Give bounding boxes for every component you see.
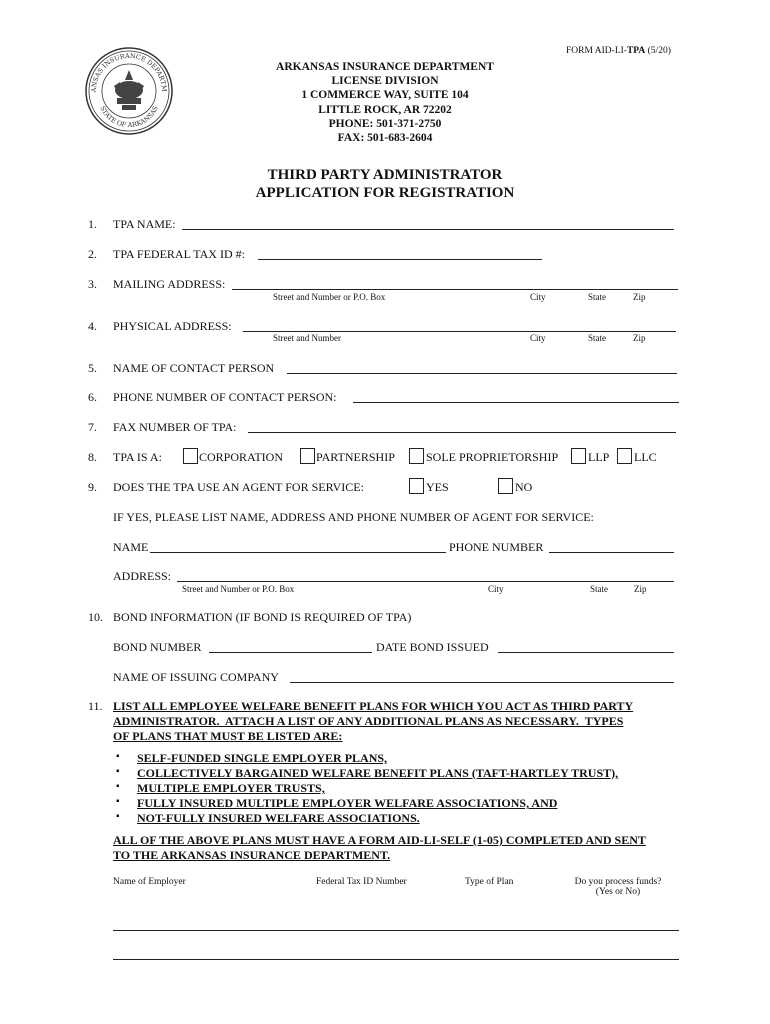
sub-label: Zip xyxy=(633,333,646,343)
tax-id-field[interactable] xyxy=(258,259,542,260)
bullet-icon: ▪ xyxy=(116,766,120,777)
tpa-name-field[interactable] xyxy=(182,229,674,230)
item-number: 4. xyxy=(88,319,97,333)
list-item: SELF-FUNDED SINGLE EMPLOYER PLANS, xyxy=(137,751,388,765)
sub-label: Zip xyxy=(633,292,646,302)
column-header-tax-id: Federal Tax ID Number xyxy=(316,877,407,887)
list-item: COLLECTIVELY BARGAINED WELFARE BENEFIT PLANS (TAFT-HARTLEY TRUST), xyxy=(137,766,619,780)
item-number: 11. xyxy=(88,699,103,713)
physical-address-field[interactable] xyxy=(243,331,676,332)
item-number: 9. xyxy=(88,480,97,494)
column-header-funds: Do you process funds? (Yes or No) xyxy=(574,877,662,897)
item-number: 8. xyxy=(88,450,97,464)
agent-instruction: IF YES, PLEASE LIST NAME, ADDRESS AND PHONE NUMBER OF AGENT FOR SERVICE: xyxy=(113,510,594,524)
checkbox-no[interactable] xyxy=(498,478,513,494)
plans-instruction-line: ADMINISTRATOR. ATTACH A LIST OF ANY ADDITIONAL PLANS AS NECESSARY. TYPES xyxy=(113,714,624,728)
bond-date-label: DATE BOND ISSUED xyxy=(376,640,489,654)
sub-label: Zip xyxy=(634,584,647,594)
agent-phone-field[interactable] xyxy=(549,552,674,553)
item-number: 3. xyxy=(88,277,97,291)
contact-phone-label: PHONE NUMBER OF CONTACT PERSON: xyxy=(113,390,337,404)
svg-text:ARKANSAS INSURANCE DEPARTMENT: ANSAS INSURANCE DEPARTM xyxy=(89,51,169,93)
plans-instruction-line: OF PLANS THAT MUST BE LISTED ARE: xyxy=(113,729,343,743)
bullet-icon: ▪ xyxy=(116,811,120,822)
sub-label: State xyxy=(588,333,606,343)
bond-info-label: BOND INFORMATION (IF BOND IS REQUIRED OF TPA) xyxy=(113,610,412,624)
contact-person-label: NAME OF CONTACT PERSON xyxy=(113,361,275,375)
bullet-icon: ▪ xyxy=(116,796,120,807)
sub-label: City xyxy=(530,333,546,343)
plan-entry-line-1[interactable] xyxy=(113,930,679,931)
tax-id-label: TPA FEDERAL TAX ID #: xyxy=(113,247,245,261)
sub-label: City xyxy=(488,584,504,594)
column-header-employer: Name of Employer xyxy=(113,877,186,887)
agent-question-label: DOES THE TPA USE AN AGENT FOR SERVICE: xyxy=(113,480,364,494)
checkbox-llp[interactable] xyxy=(571,448,586,464)
issuing-company-field[interactable] xyxy=(290,682,674,683)
fax-field[interactable] xyxy=(248,432,676,433)
fax-label: FAX NUMBER OF TPA: xyxy=(113,420,237,434)
item-number: 2. xyxy=(88,247,97,261)
checkbox-sole-proprietorship[interactable] xyxy=(409,448,424,464)
agent-address-label: ADDRESS: xyxy=(113,569,172,583)
bond-number-label: BOND NUMBER xyxy=(113,640,202,654)
list-item: FULLY INSURED MULTIPLE EMPLOYER WELFARE ASSOCIATIONS, AND xyxy=(137,796,558,810)
item-number: 7. xyxy=(88,420,97,434)
plan-entry-line-2[interactable] xyxy=(113,959,679,960)
column-header-plan-type: Type of Plan xyxy=(465,877,514,887)
sub-label: Street and Number xyxy=(273,333,341,343)
sub-label: City xyxy=(530,292,546,302)
agent-address-field[interactable] xyxy=(177,581,674,582)
checkbox-yes[interactable] xyxy=(409,478,424,494)
sub-label: State xyxy=(590,584,608,594)
sub-label: State xyxy=(588,292,606,302)
item-number: 6. xyxy=(88,390,97,404)
tpa-type-label: TPA IS A: xyxy=(113,450,162,464)
contact-phone-field[interactable] xyxy=(353,402,679,403)
sub-label: Street and Number or P.O. Box xyxy=(182,584,295,594)
checkbox-llc[interactable] xyxy=(617,448,632,464)
agent-phone-label: PHONE NUMBER xyxy=(449,540,544,554)
plans-note-line: ALL OF THE ABOVE PLANS MUST HAVE A FORM AID-LI-SELF (1-05) COMPLETED AND SENT xyxy=(113,833,646,847)
plans-note-line: TO THE ARKANSAS INSURANCE DEPARTMENT. xyxy=(113,848,391,862)
list-item: NOT-FULLY INSURED WELFARE ASSOCIATIONS. xyxy=(137,811,420,825)
issuing-company-label: NAME OF ISSUING COMPANY xyxy=(113,670,279,684)
bond-number-field[interactable] xyxy=(209,652,372,653)
item-number: 10. xyxy=(88,610,103,624)
svg-text:STATE OF ARKANSAS: STATE OF ARKANSAS xyxy=(98,104,160,130)
bullet-icon: ▪ xyxy=(116,781,120,792)
item-number: 5. xyxy=(88,361,97,375)
tpa-name-label: TPA NAME: xyxy=(113,217,176,231)
department-header: ARKANSAS INSURANCE DEPARTMENT LICENSE DIVISION 1 COMMERCE WAY, SUITE 104 LITTLE ROCK, AR 72202 PHONE: 501-371-2750 FAX: 501-683-2604 xyxy=(276,61,494,145)
page-title: THIRD PARTY ADMINISTRATOR APPLICATION FOR REGISTRATION xyxy=(255,167,515,201)
mailing-address-label: MAILING ADDRESS: xyxy=(113,277,226,291)
plans-instruction-line: LIST ALL EMPLOYEE WELFARE BENEFIT PLANS FOR WHICH YOU ACT AS THIRD PARTY xyxy=(113,699,634,713)
checkbox-partnership[interactable] xyxy=(300,448,315,464)
agent-name-label: NAME xyxy=(113,540,149,554)
bullet-icon: ▪ xyxy=(116,751,120,762)
mailing-address-field[interactable] xyxy=(232,289,678,290)
item-number: 1. xyxy=(88,217,97,231)
agent-name-field[interactable] xyxy=(150,552,446,553)
contact-person-field[interactable] xyxy=(287,373,677,374)
physical-address-label: PHYSICAL ADDRESS: xyxy=(113,319,232,333)
checkbox-corporation[interactable] xyxy=(183,448,198,464)
state-seal-logo xyxy=(84,46,174,136)
list-item: MULTIPLE EMPLOYER TRUSTS, xyxy=(137,781,325,795)
sub-label: Street and Number or P.O. Box xyxy=(273,292,386,302)
form-id: FORM AID-LI-TPA (5/20) xyxy=(566,46,671,56)
bond-date-field[interactable] xyxy=(498,652,674,653)
